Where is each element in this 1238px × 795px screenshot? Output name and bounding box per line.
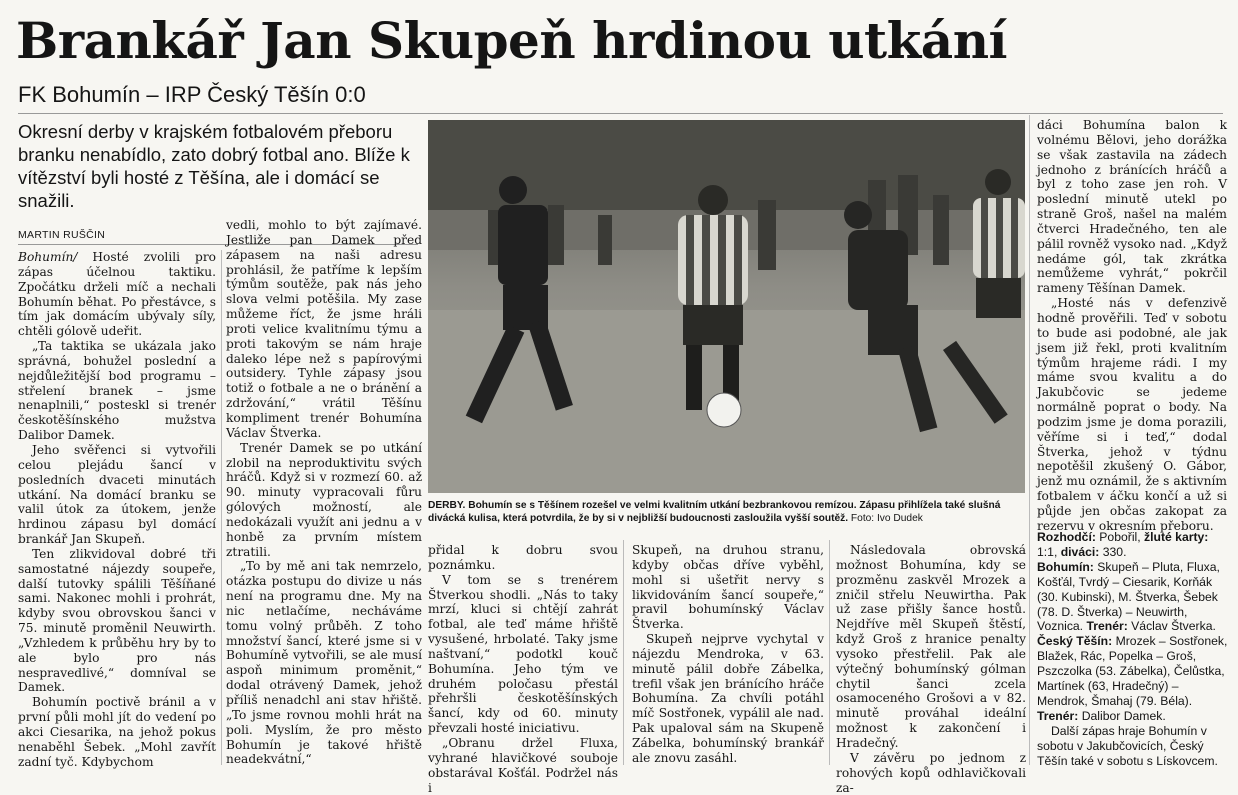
value: 330. [1099,544,1127,559]
stats-tesin-lineup [1037,634,1229,723]
paragraph: „To by mě ani tak nemrzelo, otázka postupu do divize u nás není na programu dne. My na nic netlačíme, necháváme tomu volný průběh. Z toho množství šancí, které jsme si v Bohumíně vytvořili, se ale musí aspoň minimum proměnit,“ dodal otrávený Damek, jehož příliš nenadchl ani stav hřiště. „To jsme rovnou mohli hrát na poli. Myslím, že pro město Bohumín je takové hřiště neadekvátní,“ [226,559,422,767]
paragraph: Jeho svěřenci si vytvořili celou plejádu šancí v posledních dvaceti minutách utkání. Na domácí branku se valil útok za útokem, jenže hrdinou zápasu byl domácí brankář Jan Skupeň. [18,442,216,547]
top-divider [18,113,1223,114]
label: žluté karty: [1144,530,1209,544]
dateline: Bohumín/ [18,250,78,264]
article-headline: Brankář Jan Skupeň hrdinou utkání [16,11,1008,70]
match-stats [1037,530,1229,769]
paragraph: vedli, mohlo to být zajímavé. Jestliže pan Damek před zápasem na naši adresu prohlásil, že patříme k lepším týmům soutěže, pak nás jeho slova velmi potěšila. My zase můžeme říct, že jsme hráli proti velice kvalitnímu týmu a proti takovým se nám hraje daleko lépe než s papírovými outsidery. Tyhle zápasy jsou totiž o fotbale a ne o bránění a zdržování,“ vrátil Těšínu kompliment trenér Bohumína Václav Štverka. [226,218,422,440]
label: diváci: [1060,544,1100,559]
article-subhead: FK Bohumín – IRP Český Těšín 0:0 [18,82,366,107]
stats-referee [1037,530,1229,560]
paragraph: „Obranu držel Fluxa, vyhrané hlavičkové souboje obstarával Košťál. Podržel nás i [428,735,618,795]
article-lead: Okresní derby v krajském fotbalovém přeboru branku nenabídlo, zato dobrý fotbal ano. Blíže k vítězství byli hosté z Těšína, ale i domácí se snažili. [18,121,410,211]
stats-next-match: Další zápas hraje Bohumín v sobotu v Jakubčovicích, Český Těšín také v sobotu s Lískovcem. [1037,723,1218,768]
value: Pobořil, [1095,530,1145,544]
paragraph: Trenér Damek se po utkání zlobil na neproduktivitu svých hráčů. Když si v rozmezí 60. až 90. minuty vypracovali fůru gólových možností, ale nedokázali využít ani jednu a v honbě za prvním místem ztratili. [226,440,422,559]
paragraph [18,250,216,339]
value: Dalibor Damek. [1078,708,1166,723]
caption-label: DERBY. [428,500,466,511]
label: Rozhodčí: [1037,530,1096,544]
value: Skupeň – Pluta, Fluxa, Košťál, Tvrdý – Ciesarik, Korňák (30. Kubinski), M. Štverka, Šebek (78. D. Štverka) – Neuwirth, Voznica. [1037,559,1220,634]
label: Bohumín: [1037,559,1094,574]
paragraph: Skupeň nejprve vychytal v nájezdu Mendroka, v 63. minutě pálil dobře Zábelka, trefil však jen bránícího hráče Bohumína. Za chvíli potáhl míč Sostřonek, vypálil ale nad. Pak upaloval sám na Skupeně Zábelka, bohumínský brankář ale znovu zasáhl. [632,632,824,765]
stats-bohumin-lineup [1037,560,1229,635]
caption-text: Bohumín se s Těšínem rozešel ve velmi kvalitním utkání bezbrankovou remízou. Zápasu přihlížela také slušná divácká kulisa, která potvrdila, že by si v nejbližší budoucnosti zasloužila vyšší soutěž. [428,500,1001,524]
photo-credit: Foto: Ivo Dudek [848,513,923,524]
text-column-3 [428,543,618,795]
value: 1:1, [1037,544,1061,559]
text-column-6 [1037,118,1227,534]
paragraph: Následovala obrovská možnost Bohumína, kdy se prozměnu zaskvěl Mrozek a zničil střelu Neuwirtha. Pak už zase přišly šance hostů. Nejdříve měl Skupeň štěstí, když Groš z hranice penalty vysoko přestřelil. Pak ale výtečný bohumínský gólman chytil šanci zcela osamoceného Grošovi a v 82. minutě prováhal ideální možnost k zakončení i Hradečný. [836,543,1026,750]
photo-image [428,120,1025,493]
paragraph: Ten zlikvidoval dobré tři samostatné nájezdy soupeře, další tutovky spálili Těšíňané sami. Nakonec mohli i prohrát, kdyby svou obrovskou šanci v 75. minutě proměnil Neuwirth. „Vzhledem k průběhu hry by to ale bylo pro nás nespravedlivé,“ domníval se Damek. [18,546,216,695]
paragraph: Skupeň, na druhou stranu, kdyby občas dříve vyběhl, mohl si ušetřit nervy s likvidováním šancí soupeře,“ pravil bohumínský Václav Štverka. [632,543,824,632]
column-divider [829,540,830,765]
column-divider [221,250,222,765]
column-divider [623,540,624,765]
paragraph: V závěru po jednom z rohových kopů odhlavičkovali za- [836,750,1026,795]
paragraph: Bohumín poctivě bránil a v první půli mohl jít do vedení po akci Ciesarika, na jehož pokus nenaběhl Šebek. „Mohl zavřít zadní tyč. Kdybychom [18,695,216,769]
photo-caption [428,499,1025,525]
label: Český Těšín: [1037,634,1113,649]
text-column-2 [226,218,422,767]
value: Václav Štverka. [1127,619,1216,634]
text-column-4 [632,543,824,766]
text-column-1 [18,250,216,770]
paragraph: dáci Bohumína balon k volnému Bělovi, jeho dorážka se však zastavila na zádech jednoho z bránících hráčů a byl z toho zase jen roh. V poslední minutě utekl po straně Groš, našel na malém čtverci Hradečného, ten ale pálil rovněž vysoko nad. „Když nedáme gól, tak zkrátka nemůžeme vyhrát,“ pokrčil rameny Těšínan Damek. [1037,118,1227,296]
column-divider [1029,115,1030,765]
article-author: MARTIN RUŠČIN [18,229,106,241]
paragraph: V tom se s trenérem Štverkou shodli. „Nás to taky mrzí, kluci si chtějí zahrát fotbal, ale teď máme hřiště vysušené, hrbolaté. Taky jsme naštvaní,“ podotkl kouč Bohumína. Jeho tým ve druhém poločasu přestál přehršli českotěšínských šancí, kdy od 60. minuty převzali hosté iniciativu. [428,572,618,736]
paragraph: „Hosté nás v defenzivě hodně prověřili. Teď v sobotu to bude asi podobné, ale jak jsem již řekl, proti kvalitním týmům hrajeme rádi. I my máme svou kvalitu a do Jakubčovic se jedeme normálně poprat o body. Na podzim jsme je doma porazili, věříme si i teď,“ dodal Štverka, jehož v týdnu nepotěšil zkušený O. Gábor, jenž mu oznámil, že s aktivním fotbalem v áčku končí a už si půjde jen občas zakopat za rezervu v okresním přeboru. [1037,296,1227,533]
text-column-5 [836,543,1026,795]
paragraph: „Ta taktika se ukázala jako správná, bohužel poslední a nejdůležitější bod programu – střelení branek – jsme nenaplnili,“ posteskl si trenér českotěšínského mužstva Dalibor Damek. [18,339,216,443]
paragraph: přidal k dobru svou poznámku. [428,543,618,572]
label: Trenér: [1086,619,1128,634]
paragraph-text: Hosté zvolili pro zápas účelnou taktiku. Zpočátku drželi míč a nechali Bohumín běhat. Po přestávce, s tím jak domácím ubývaly síly, chtěli gólově udeřit. [18,250,216,339]
label: Trenér: [1037,708,1079,723]
match-photo [428,120,1025,493]
value: Mrozek – Sostřonek, Blažek, Rác, Popelka – Groš, Pszczolka (53. Zábelka), Čelůstka, Martínek (63, Hradečný) – Mendrok, Šmahaj (79. Béla). [1037,634,1228,708]
